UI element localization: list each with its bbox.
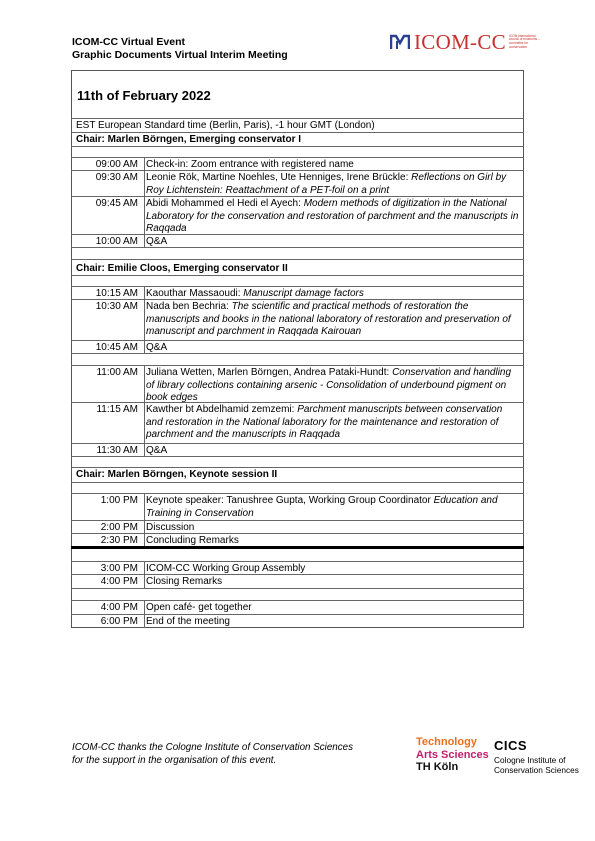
schedule-row <box>71 521 524 534</box>
spacer-row <box>71 483 524 494</box>
row-time: 11:30 AM <box>96 445 138 456</box>
chair-row <box>71 260 524 276</box>
chair-text: Chair: Emilie Cloos, Emerging conservator II <box>76 263 288 274</box>
row-time: 10:00 AM <box>95 236 138 247</box>
schedule-row <box>71 615 524 628</box>
schedule-row <box>71 235 524 248</box>
schedule-row <box>71 171 524 197</box>
row-description: Concluding Remarks <box>146 535 239 546</box>
spacer-row <box>71 248 524 260</box>
cics-name-line: Conservation Sciences <box>494 765 579 775</box>
schedule-row <box>71 341 524 354</box>
schedule-row <box>71 403 524 444</box>
spacer-row <box>71 354 524 366</box>
spacer-row <box>71 589 524 601</box>
cics-acronym: CICS <box>494 738 528 753</box>
event-name: ICOM-CC Virtual Event <box>72 36 185 48</box>
chair-text: Chair: Marlen Börngen, Keynote session II <box>76 469 278 480</box>
icom-mark-icon <box>390 33 410 51</box>
row-description: Q&A <box>146 236 168 247</box>
row-time: 2:00 PM <box>100 522 138 533</box>
timezone-text: EST European Standard time (Berlin, Paris), -1 hour GMT (London) <box>76 120 375 131</box>
acknowledgement <box>72 741 353 767</box>
schedule-row <box>71 300 524 341</box>
schedule-row <box>71 494 524 521</box>
row-time: 4:00 PM <box>100 576 138 587</box>
row-description: ICOM-CC Working Group Assembly <box>146 563 306 574</box>
schedule-row <box>71 158 524 171</box>
logo-line: Technology <box>416 736 477 748</box>
schedule-row <box>71 601 524 615</box>
row-description: Q&A <box>146 342 168 353</box>
row-description: Open café- get together <box>146 602 252 613</box>
cics-logo <box>494 738 579 775</box>
page-title: 11th of February 2022 <box>77 88 211 103</box>
row-time: 11:15 AM <box>96 404 138 415</box>
row-time: 1:00 PM <box>100 495 138 506</box>
logo-text: ICOM-CC <box>414 30 506 54</box>
schedule-row <box>71 534 524 546</box>
acknowledgement-line: ICOM-CC thanks the Cologne Institute of Conservation Sciences <box>72 742 353 753</box>
cics-name-line: Cologne Institute of <box>494 755 566 765</box>
acknowledgement-line: for the support in the organisation of this event. <box>72 755 277 766</box>
row-description: Check-in: Zoom entrance with registered name <box>146 159 354 170</box>
schedule-row <box>71 444 524 457</box>
row-time: 09:30 AM <box>95 172 138 183</box>
row-description: Keynote speaker: Tanushree Gupta, Working Group Coordinator Education and Training in Conservation <box>146 495 498 519</box>
title-row <box>71 70 524 119</box>
row-description: Leonie Rök, Martine Noehles, Ute Henniges, Irene Brückle: Reflections on Girl by Roy Lichtenstein: Reattachment of a PET-foil on a print <box>146 172 507 196</box>
logo-line: TH Köln <box>416 761 459 773</box>
spacer-row <box>71 457 524 468</box>
schedule-row <box>71 562 524 575</box>
row-description: End of the meeting <box>146 616 230 627</box>
schedule-row <box>71 366 524 403</box>
row-time: 6:00 PM <box>100 616 138 627</box>
meeting-name: Graphic Documents Virtual Interim Meeting <box>72 49 288 61</box>
row-time: 4:00 PM <box>100 602 138 613</box>
chair-text: Chair: Marlen Börngen, Emerging conservator I <box>76 134 302 145</box>
row-time: 10:45 AM <box>95 342 138 353</box>
icom-cc-logo <box>390 31 541 53</box>
row-time: 10:15 AM <box>95 288 138 299</box>
row-time: 2:30 PM <box>100 535 138 546</box>
spacer-row <box>71 276 524 287</box>
row-time: 09:00 AM <box>95 159 138 170</box>
row-description: Nada ben Bechria: The scientific and practical methods of restoration the manuscripts and books in the national laboratory of restoration and preservation of manuscript and parchment in Raqqada Kairouan <box>146 301 511 337</box>
row-description: Kaouthar Massaoudi: Manuscript damage factors <box>146 288 364 299</box>
chair-row <box>71 133 524 147</box>
schedule-row <box>71 287 524 300</box>
spacer-row <box>71 147 524 158</box>
logo-line: Arts Sciences <box>416 748 489 761</box>
row-time: 3:00 PM <box>100 563 138 574</box>
row-description: Closing Remarks <box>146 576 223 587</box>
chair-row <box>71 468 524 483</box>
event-header <box>72 36 288 62</box>
timezone-row <box>71 119 524 133</box>
row-description: Abidi Mohammed el Hedi el Ayech: Modern methods of digitization in the National Laboratory for the conservation and restoration of parchment and the manuscripts in Raqqada <box>146 198 519 234</box>
schedule-row <box>71 575 524 589</box>
row-description: Juliana Wetten, Marlen Börngen, Andrea Pataki-Hundt: Conservation and handling of library collections containing arsenic - Consolidation of underbound pigment on book edges <box>146 367 512 403</box>
logo-small-text: ICOM international council of museums – committee for conservation <box>508 33 540 49</box>
row-time: 09:45 AM <box>95 198 138 209</box>
row-time: 11:00 AM <box>96 367 138 378</box>
th-koeln-logo <box>416 736 489 774</box>
row-description: Discussion <box>146 522 195 533</box>
row-description: Q&A <box>146 445 168 456</box>
row-description: Kawther bt Abdelhamid zemzemi: Parchment manuscripts between conservation and restoration in the National laboratory for the maintenance and restoration of parchment and the manuscripts in Raqqada <box>146 404 503 440</box>
spacer-row <box>71 549 524 562</box>
schedule-row <box>71 197 524 235</box>
row-time: 10:30 AM <box>95 301 138 312</box>
